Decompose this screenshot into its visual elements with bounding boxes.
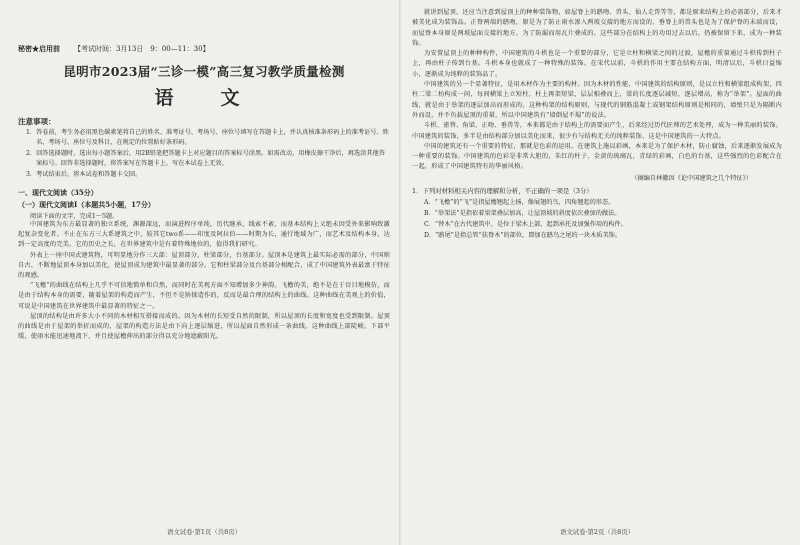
passage-paragraph: 中国建筑为东方最显著的独立系统，渊源深远，而演进程序单纯，历代继承，线索不紊，而基本结构上又绝未因受外来影响致激起复杂变化者。不止在东方三大系建筑之中，较其它two系——印度及阿拉伯——时期为长，通行地域为广，而艺术及结构本身，达到一定高度的完美。它的历史之长，在世界建筑中是有着特殊地位的，值得我们研究。	[18, 221, 390, 249]
section-title: 一、现代文阅读（35分）	[18, 188, 98, 197]
page-footer: 语文试卷·第2页（共8页）	[559, 528, 635, 536]
exam-title: 昆明市2023届“三诊一模”高三复习教学质量检测	[63, 64, 345, 79]
passage-source: （摘编自林徽因《论中国建筑之几个特征》）	[631, 174, 752, 182]
secret-label: 秘密★启用前	[18, 44, 60, 53]
passage-paragraph: 屋顶的结构是由许多大小不同的木材相互搭接而成的。因为木材的长短受自然的限制，所以屋顶的长度和宽度也受到限制。屋顶的曲线是由于屋架的举折而成的，屋架的构造方法是由下向上逐层缩进，所以屋面自然形成一条曲线。这种曲线上部陡峻，下部平缓，使雨水能迅速地流下，并且使屋檐伸出的部分得以充分地遮蔽阳光。	[18, 312, 390, 341]
notice-item: 2．回答选择题时，选出每小题答案后，用2B铅笔把答题卡上对应题目的答案标号涂黑。如需改动，用橡皮擦干净后，再选涂其他答案标号。回答非选择题时，将答案写在答题卡上，写在本试卷上无效。	[26, 150, 385, 167]
passage-paragraph: 中国的建筑还有一个重要的特征，那就是色彩的运用。在建筑上施以彩画，本来是为了保护木材，防止腐蚀，后来逐渐发展成为一种重要的装饰。中国建筑的色彩是非常大胆的，朱红的柱子，金黄的琉璃瓦，青绿的彩画，白色的台基，这些强烈的色彩配合在一起，形成了中国建筑特有的华丽风格。	[412, 142, 782, 171]
notice-item: 3．考试结束后，将本试卷和答题卡交回。	[26, 171, 142, 178]
question-stem: 1．下列对材料相关内容的理解和分析，不正确的一项是（3分）	[412, 186, 593, 195]
reading-hint: 阅读下面的文字，完成1～5题。	[30, 213, 119, 220]
passage-paragraph: 外表上一座中国式建筑物，可明显地分作三大部：屋顶部分，柱梁部分，台基部分。屋顶本是建筑上最实际必需的部分，中国则自古，不断地屋顶本身加以美化，使屋顶成为建筑中最显著的部分。它和柱梁部分及台基部分相配合，成了中国建筑外表最富于特征的观感。	[18, 251, 390, 280]
passage-paragraph: 斗栱、雀替、角梁、正吻、垂兽等，本来都是由于结构上的需要而产生，后来经过历代匠师的艺术处理，成为一种美丽的装饰。中国建筑的装饰，多半是由结构部分加以美化而来，很少有与结构无关的纯粹装饰，这是中国建筑的一大特点。	[412, 122, 782, 140]
notice-heading: 注意事项：	[18, 117, 56, 126]
passage-paragraph: 为安置屋顶上的种种构件，中国建筑的斗栱也是一个重要的部分，它是立柱和横梁之间的过渡，屋檐的重量通过斗栱传到柱子上，再由柱子传到台基。斗栱本身也就成了一种特殊的装饰。在宋代以前，斗栱的作用主要在结构方面，明清以后，斗栱日益缩小，逐渐成为纯粹的装饰品了。	[412, 50, 782, 78]
subject-title: 语 文	[154, 87, 254, 109]
option-c: C．“替木”在古代建筑中，是位于梁木上部，起到承托及加强作用的构件。	[424, 221, 627, 229]
option-a: A．“飞檐”的“飞”是指屋檐翘起上扬，像展翅的鸟，四角翘起的形态。	[424, 198, 615, 206]
page-footer: 语文试卷·第1页（共8页）	[166, 528, 242, 536]
option-d: D．“鸱尾”是指总管“扶脊木”的部位，即加在鸱鸟之尾的一块木质美饰。	[424, 232, 622, 240]
exam-page-2	[412, 8, 782, 538]
option-b: B．“举架法”是指依着梁架叠层加高，让屋顶坡的斜度依次叠加的做法。	[424, 209, 621, 217]
subsection-title: （一）现代文阅读Ⅰ（本题共5小题，17分）	[18, 200, 155, 209]
exam-page-1	[18, 8, 390, 538]
passage-paragraph: “飞檐”的曲线在结构上几乎不可信地简单和自然，而同时在美观方面不知增加多少神韵。飞檐的美，绝不是在于盲目地模仿，而是由于结构本身的需要，随着屋架的构造而产生，不但不是矫揉造作的，反而是最合理的结构上的曲线。这种曲线在美观上的价值，可说是中国建筑在世界建筑中最显著的特征之一。	[18, 282, 390, 310]
notice-item: 1．答卷前，考生务必用黑色碳素笔将自己的姓名、准考证号、考场号、座位号填写在答题卡上，并认真核准条形码上的准考证号、姓名、考场号、座位号及科目，在规定的位置贴好条形码。	[26, 129, 389, 146]
exam-time: 【考试时间：3月13日 9：00—11：30】	[74, 45, 210, 53]
passage-paragraph: 中国建筑的另一个显著特征，是用木材作为主要的构材。因为木材的性能，中国建筑的结构原则，是以立柱和横梁组成构架，四柱二梁二枋构成一间，每间横梁上立短柱，柱上再架短梁，层层相叠而上，梁的长度逐层减短，逐层增高，称为“举架”。屋面的曲线，就是由于举架的逐层加高而形成的。这种构架的结构原则，与现代的钢筋混凝土或钢架结构原则是相同的，墙壁只是为隔断内外而设，并不负载屋顶的重量，所以中国建筑有“墙倒屋不塌”的说法。	[412, 81, 782, 119]
page-fold	[399, 0, 401, 545]
passage-paragraph: 就讲到屋顶，还应当注意到屋顶上的种种装饰物，如屋脊上的鸱吻、兽头、仙人走兽等等，都是原来结构上的必需部分，后来才被美化成为装饰品。正脊两端的鸱吻，原是为了防止雨水渗入两坡交接的地方而设的，垂脊上的兽头也是为了保护脊的末端而设，而屋脊本身原是两坡屋面交接的地方，为了防漏而用瓦片叠成的。这些部分在结构上的功用过去以后，仍被保留下来，成为一种装饰。	[412, 9, 782, 47]
header-line	[18, 44, 390, 54]
